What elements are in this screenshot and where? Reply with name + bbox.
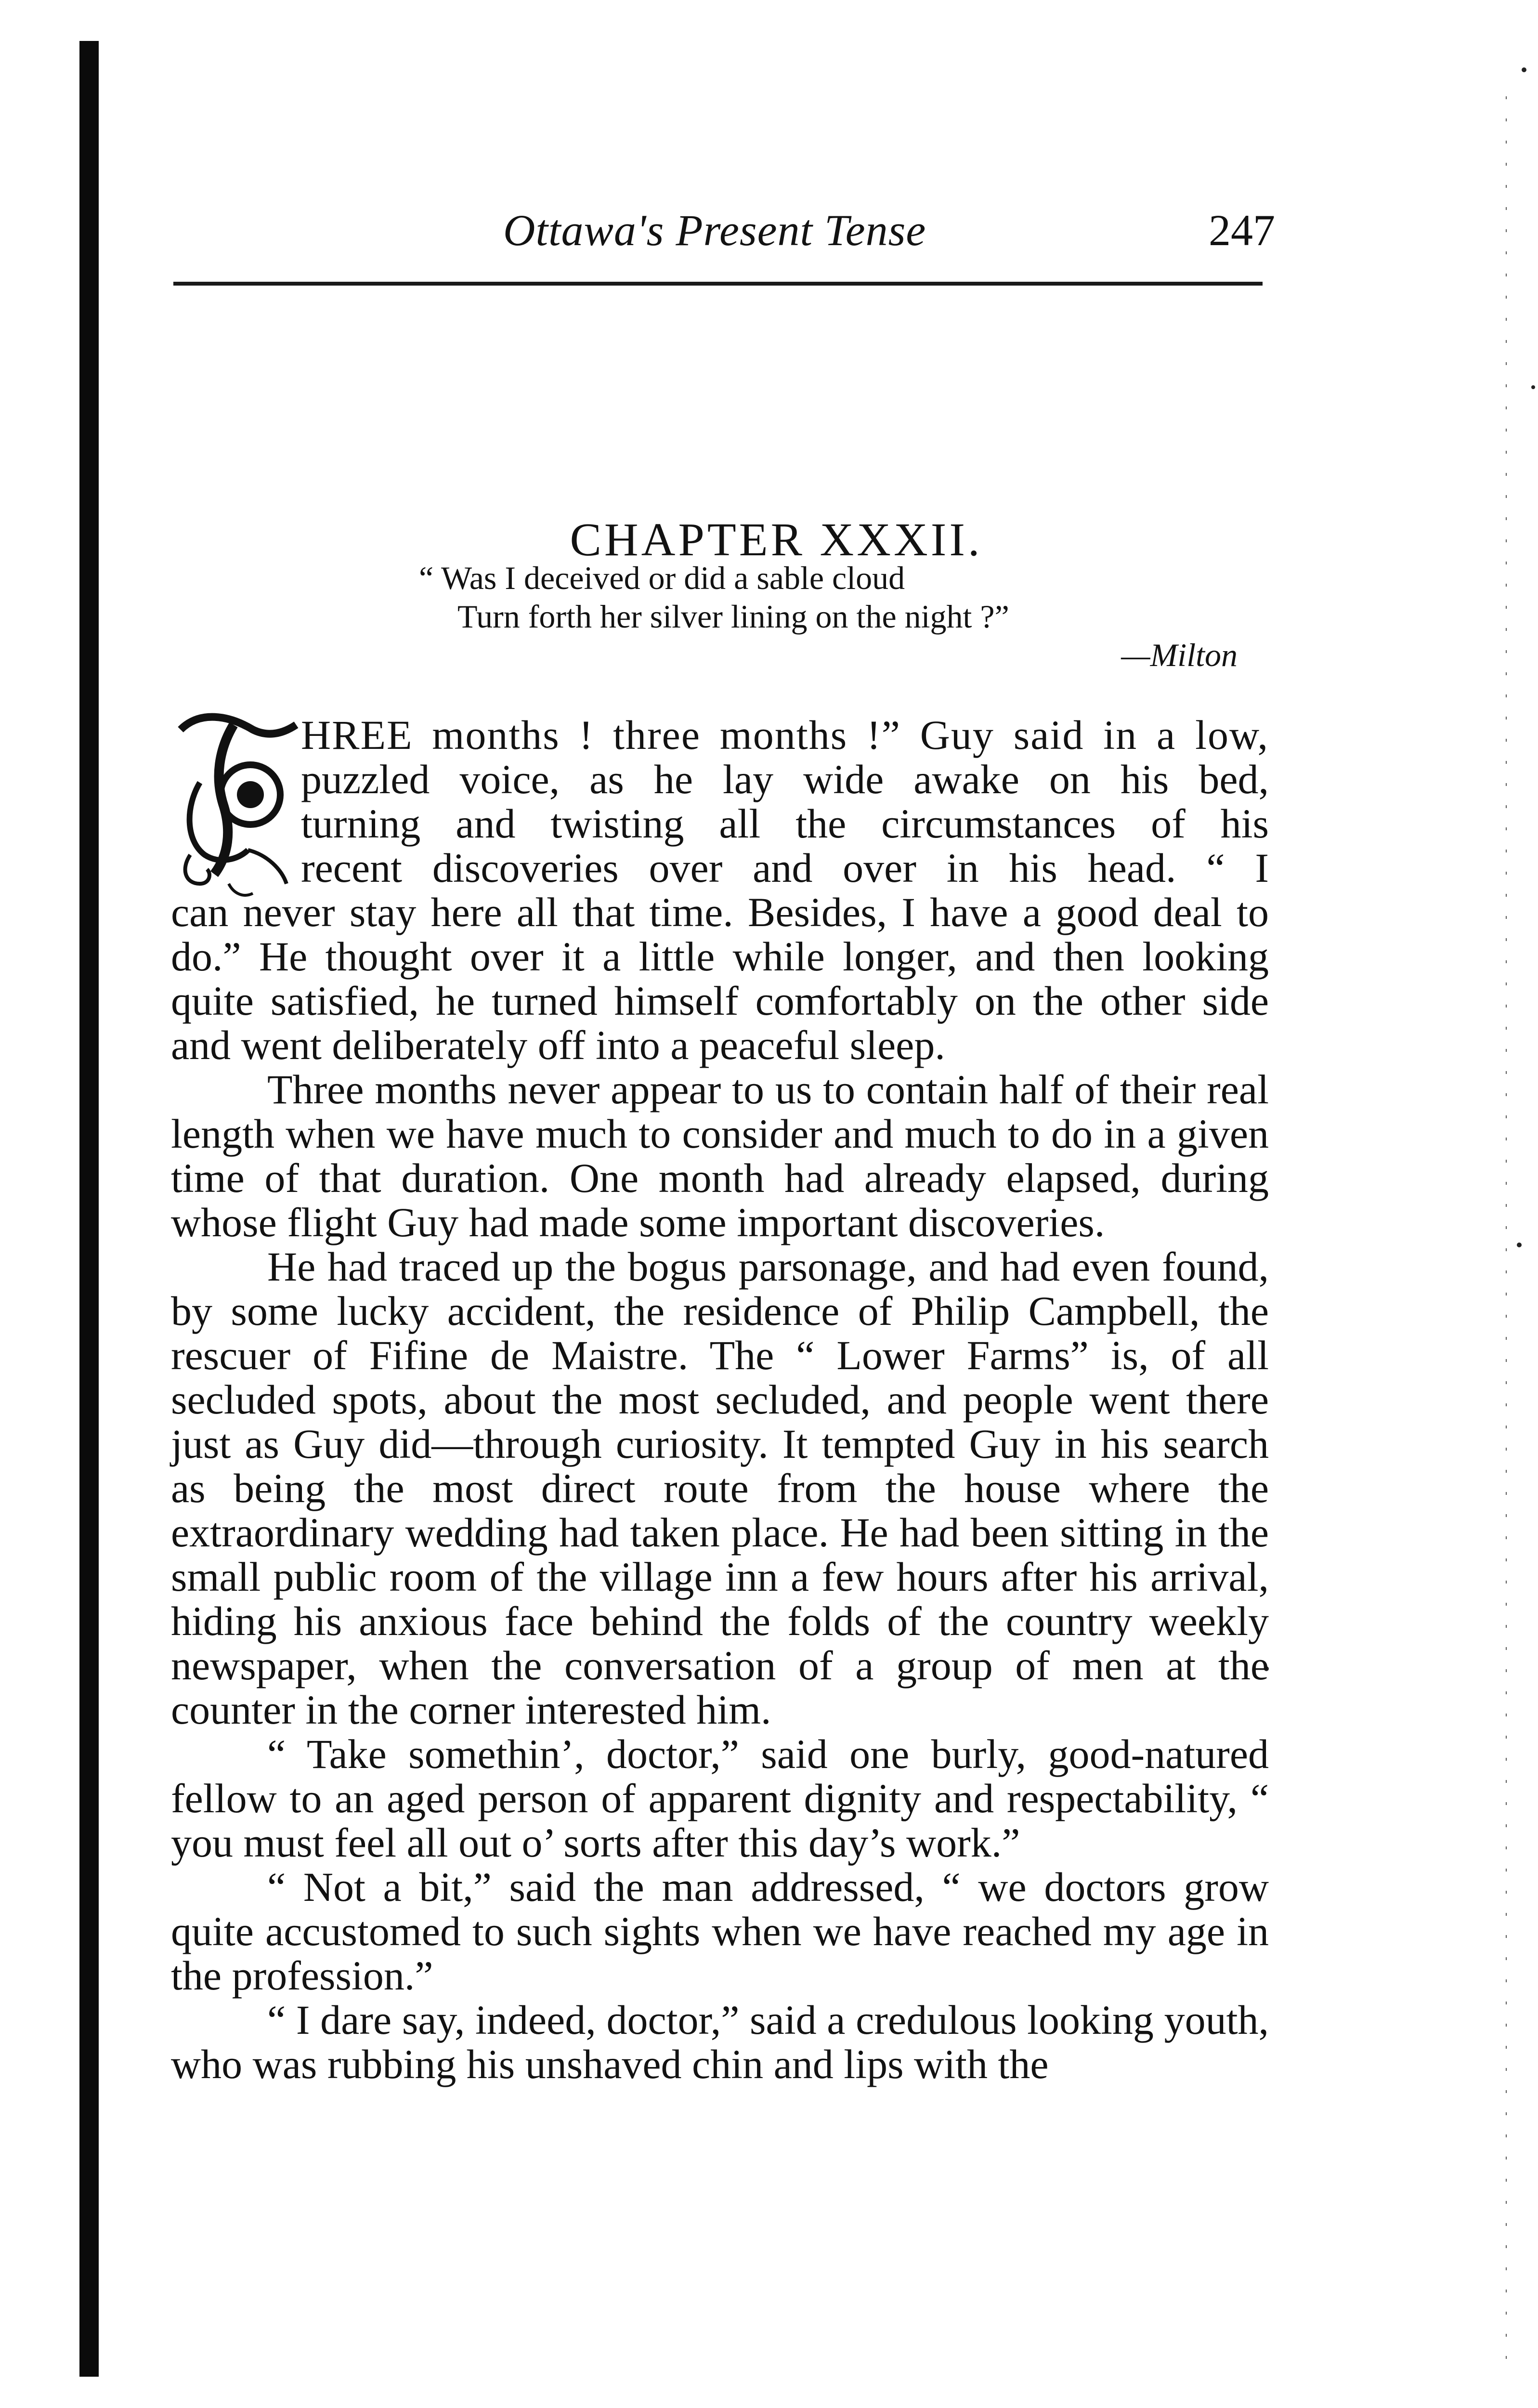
- paragraph: “ Take somethin’, doctor,” said one burly, good-natured fellow to an aged person of apparent dignity and respectability, “ you must feel all out o’ sorts after this day’s work.”: [171, 1731, 1269, 1866]
- page-binding-edge: [79, 41, 99, 2377]
- chapter-heading: CHAPTER XXXII.: [570, 514, 983, 566]
- paragraph: He had traced up the bogus parsonage, and had even found, by some lucky accident, the residence of Philip Campbell, the rescuer of Fifine de Maistre. The “ Lower Farms” is, of all secluded spots, about the most secluded, and people went there just as Guy did—through curiosity. It tempted Guy in his search as being the most direct route from the house where the extraordinary wedding had taken place. He had been sitting in the small public room of the village inn a few hours after his arrival, hiding his anxious face behind the folds of the country weekly newspaper, when the conversation of a group of men at the counter in the corner interested him.: [171, 1243, 1269, 1733]
- epigraph-attribution: —Milton: [1121, 637, 1238, 673]
- paragraph: Three months never appear to us to contain half of their real length when we have much to consider and much to do in a given time of that duration. One month had already elapsed, during whose flight Guy had made some important discoveries.: [171, 1066, 1269, 1245]
- header-rule: [173, 282, 1263, 286]
- page-number: 247: [1209, 206, 1275, 255]
- text-line: HREE months ! three months !” Guy said in a low,: [301, 712, 1269, 758]
- epigraph-line: Turn forth her silver lining on the night ?”: [457, 598, 1009, 635]
- margin-speck: [1517, 1243, 1522, 1247]
- text-line: recent discoveries over and over in his head. “ I: [301, 845, 1269, 891]
- paragraph: “ I dare say, indeed, doctor,” said a credulous looking youth, who was rubbing his unshaved chin and lips with the: [171, 1997, 1269, 2087]
- right-page-edge: [1505, 96, 1508, 2360]
- epigraph-line: “ Was I deceived or did a sable cloud: [419, 560, 905, 596]
- running-head-title: Ottawa's Present Tense: [503, 206, 926, 255]
- margin-speck: [1522, 67, 1526, 72]
- running-head: [0, 200, 1538, 262]
- body-text: [171, 713, 1269, 2086]
- paragraph: “ Not a bit,” said the man addressed, “ we doctors grow quite accustomed to such sights when we have reached my age in the profession.”: [171, 1864, 1269, 1999]
- opening-paragraph: [171, 713, 1269, 1067]
- margin-speck: [1531, 385, 1535, 389]
- opening-paragraph-rest: can never stay here all that time. Besides, I have a good deal to do.” He thought over it a little while longer, and then looking quite satisfied, he turned himself comfortably on the other side and went deliberately off into a peaceful sleep.: [171, 889, 1269, 1068]
- text-line: puzzled voice, as he lay wide awake on his bed,: [301, 756, 1269, 802]
- epigraph: [419, 559, 1238, 674]
- text-line: turning and twisting all the circumstances of his: [301, 800, 1269, 847]
